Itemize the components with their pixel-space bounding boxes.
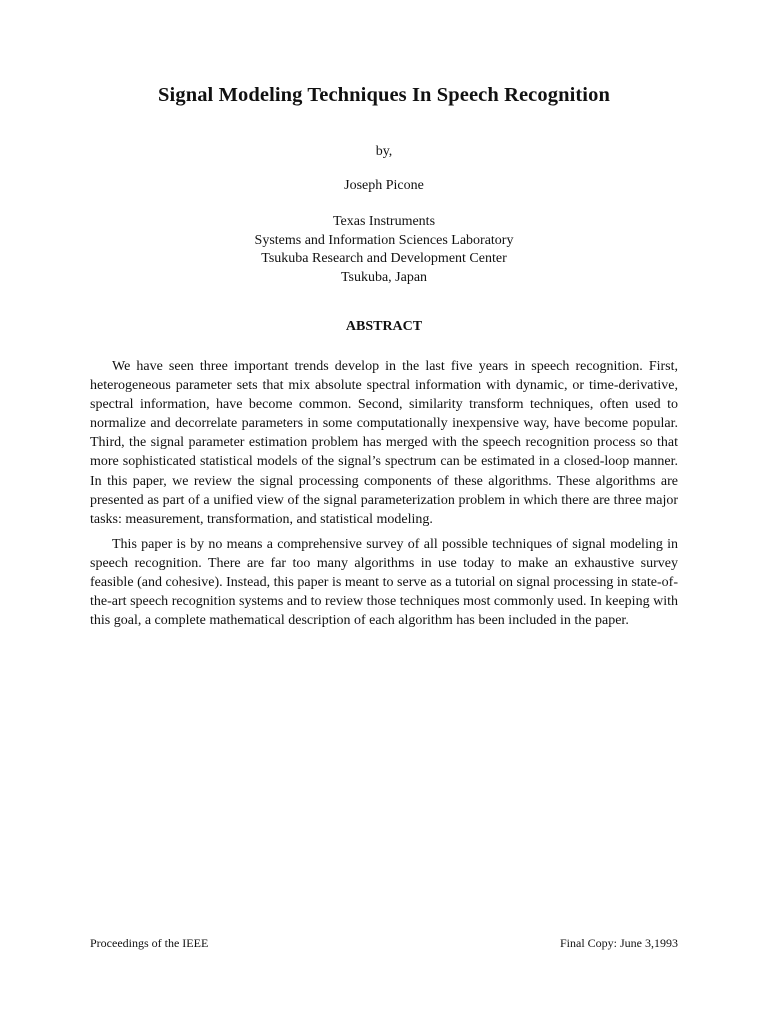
- abstract-paragraph: We have seen three important trends develop in the last five years in speech recognition. First, heterogeneous parameter sets that mix absolute spectral information with dynamic, or time-derivative, spectral information, have become common. Second, similarity transform techniques, often used to normalize and decorrelate parameters in some computationally inexpensive way, have become popular. Third, the signal parameter estimation problem has merged with the speech recognition process so that more sophisticated statistical models of the signal’s spectrum can be estimated in a closed-loop manner. In this paper, we review the signal processing components of these algorithms. These algorithms are presented as part of a unified view of the signal parameterization problem in which there are three major tasks: measurement, transformation, and statistical modeling.: [90, 359, 678, 527]
- affiliation-line: Systems and Information Sciences Laboratory: [254, 232, 514, 248]
- abstract-paragraph: This paper is by no means a comprehensive survey of all possible techniques of signal modeling in speech recognition. There are far too many algorithms in use today to make an exhaustive survey feasible (and cohesive). Instead, this paper is meant to serve as a tutorial on signal processing in state-of-the-art speech recognition systems and to review those techniques most commonly used. In keeping with this goal, a complete mathematical description of each algorithm has been included in the paper.: [90, 536, 678, 629]
- footer-date: Final Copy: June 3,1993: [559, 936, 678, 950]
- footer-journal: Proceedings of the IEEE: [90, 936, 209, 950]
- affiliation-line: Tsukuba Research and Development Center: [261, 251, 507, 266]
- author-name: Joseph Picone: [344, 178, 424, 193]
- affiliation-line: Tsukuba, Japan: [340, 269, 428, 285]
- abstract-body: [90, 357, 678, 636]
- author-affiliation: [0, 213, 768, 287]
- byline: by,: [375, 144, 393, 159]
- affiliation-line: Texas Instruments: [332, 214, 436, 229]
- paper-title: Signal Modeling Techniques In Speech Recognition: [158, 84, 610, 106]
- abstract-heading: ABSTRACT: [345, 319, 423, 334]
